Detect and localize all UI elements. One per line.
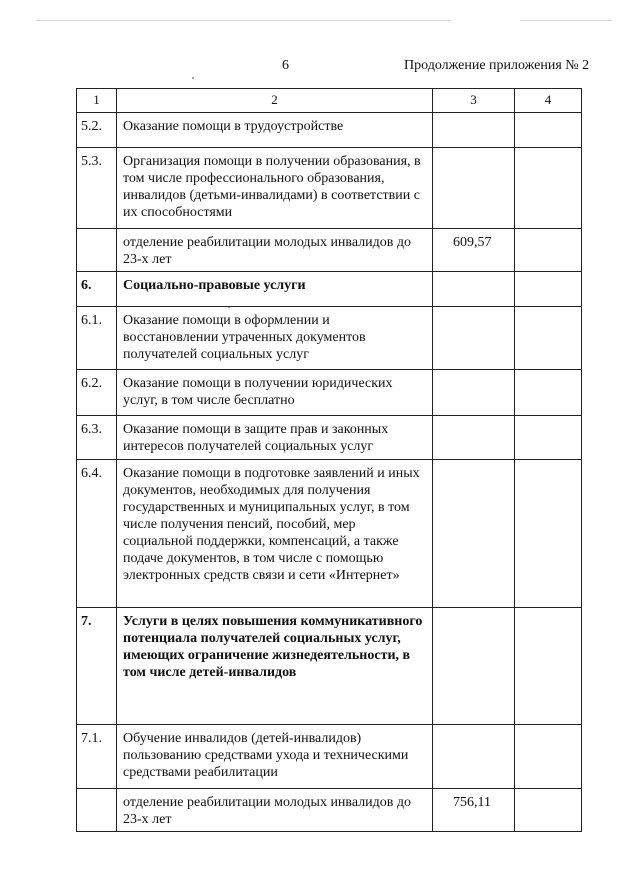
row-extra — [515, 370, 582, 416]
table-row — [77, 148, 582, 229]
table-row-section — [77, 272, 582, 307]
section-title: Социально-правовые услуги — [117, 272, 433, 307]
row-extra — [515, 416, 582, 460]
scan-artifact-line — [520, 20, 612, 21]
row-text: Оказание помощи в защите прав и законных интересов получателей социальных услуг — [117, 416, 433, 460]
row-text: отделение реабилитации молодых инвалидов до 23-х лет — [117, 229, 433, 272]
column-header: 3 — [433, 89, 515, 113]
row-number: 6.4. — [77, 460, 117, 608]
row-text: отделение реабилитации молодых инвалидов до 23-х лет — [117, 789, 433, 832]
row-number: 7.1. — [77, 725, 117, 789]
row-value: 609,57 — [433, 229, 515, 272]
scan-dot — [192, 77, 194, 79]
table-row — [77, 307, 582, 370]
row-extra — [515, 460, 582, 608]
row-value — [433, 272, 515, 307]
row-extra — [515, 307, 582, 370]
table-row — [77, 113, 582, 148]
row-extra — [515, 272, 582, 307]
row-number — [77, 229, 117, 272]
table-row — [77, 370, 582, 416]
row-text: Оказание помощи в подготовке заявлений и иных документов, необходимых для получения государственных и муниципальных услуг, в том числе получения пенсий, пособий, мер социальной поддержки, компенсаций, а также подаче документов, в том числе с помощью электронных средств связи и сети «Интернет» — [117, 460, 433, 608]
page-number: 6 — [282, 58, 289, 73]
section-title: Услуги в целях повышения коммуникативного потенциала получателей социальных услуг, имеющих ограничение жизнедеятельности, в том числе детей-инвалидов — [117, 608, 433, 725]
column-header: 1 — [77, 89, 117, 113]
row-value — [433, 608, 515, 725]
row-number: 6. — [77, 272, 117, 307]
row-extra — [515, 148, 582, 229]
row-value — [433, 725, 515, 789]
scan-artifact-line — [36, 20, 451, 21]
column-header: 4 — [515, 89, 582, 113]
services-table — [76, 88, 582, 832]
table-row — [77, 725, 582, 789]
row-value — [433, 416, 515, 460]
row-number: 7. — [77, 608, 117, 725]
table-row — [77, 789, 582, 832]
row-extra — [515, 789, 582, 832]
table-row-section — [77, 608, 582, 725]
row-number: 6.1. — [77, 307, 117, 370]
row-value — [433, 148, 515, 229]
row-number: 6.3. — [77, 416, 117, 460]
appendix-continuation-label: Продолжение приложения № 2 — [404, 58, 590, 73]
row-text: Обучение инвалидов (детей-инвалидов) пользованию средствами ухода и техническими средствами реабилитации — [117, 725, 433, 789]
table-row — [77, 416, 582, 460]
row-value — [433, 460, 515, 608]
table-row — [77, 229, 582, 272]
column-header: 2 — [117, 89, 433, 113]
row-text: Оказание помощи в трудоустройстве — [117, 113, 433, 148]
row-value: 756,11 — [433, 789, 515, 832]
table-row — [77, 460, 582, 608]
row-extra — [515, 608, 582, 725]
row-extra — [515, 229, 582, 272]
row-text: Оказание помощи в оформлении и восстановлении утраченных документов получателей социальных услуг — [117, 307, 433, 370]
row-value — [433, 113, 515, 148]
row-number: 5.2. — [77, 113, 117, 148]
row-text: Оказание помощи в получении юридических услуг, в том числе бесплатно — [117, 370, 433, 416]
row-text: Организация помощи в получении образования, в том числе профессионального образования, инвалидов (детьми-инвалидами) в соответствии с их способностями — [117, 148, 433, 229]
row-number: 5.3. — [77, 148, 117, 229]
table-header-row — [77, 89, 582, 113]
row-extra — [515, 113, 582, 148]
row-number: 6.2. — [77, 370, 117, 416]
row-value — [433, 370, 515, 416]
row-number — [77, 789, 117, 832]
row-value — [433, 307, 515, 370]
row-extra — [515, 725, 582, 789]
